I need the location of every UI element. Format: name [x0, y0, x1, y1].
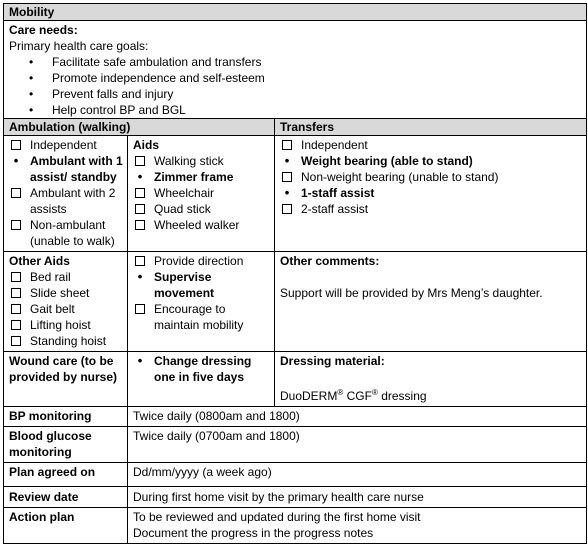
checklist-item-text: Quad stick: [154, 202, 211, 216]
checklist-item: [9, 137, 123, 153]
action-plan-value-cell: [128, 508, 587, 544]
checklist-item: [280, 153, 582, 169]
checklist-item-text: Wheelchair: [154, 186, 215, 200]
checklist-item-text: Walking stick: [154, 154, 224, 168]
checkbox-icon: [9, 285, 23, 302]
checklist-item-text: Independent: [30, 138, 97, 152]
other-comments-cell: [275, 252, 587, 352]
checklist-item-text: Wheeled walker: [154, 218, 240, 232]
checklist-item-text: 1-staff assist: [301, 186, 375, 200]
ambulation-options-cell: [4, 136, 128, 252]
action-plan-line: Document the progress in the progress notes: [133, 526, 374, 540]
checklist-item: [9, 217, 123, 249]
checklist-item-text: Zimmer frame: [154, 170, 234, 184]
blood-glucose-label: Blood glucose monitoring: [4, 427, 128, 463]
mobility-care-plan-table: [3, 3, 587, 544]
transfers-options-cell: [275, 136, 587, 252]
checklist-item: [9, 153, 123, 185]
checklist-item-text: Standing hoist: [30, 334, 107, 348]
bp-monitoring-label: BP monitoring: [4, 407, 128, 427]
checklist-item-text: Slide sheet: [30, 286, 90, 300]
checklist-item: [133, 185, 270, 201]
dressing-suffix: dressing: [381, 389, 427, 403]
checklist-item: [133, 269, 270, 301]
plan-agreed-value: Dd/mm/yyyy (a week ago): [128, 463, 587, 487]
checkbox-icon: [280, 201, 294, 218]
checklist-item: [133, 201, 270, 217]
other-aids-cell: [4, 252, 128, 352]
checklist-item: [9, 333, 123, 349]
care-goal-item: • Help control BP and BGL: [9, 102, 582, 118]
checkbox-icon: [9, 333, 23, 350]
checklist-item-text: Ambulant with 1 assist/ standby: [30, 154, 123, 184]
ambulation-header: Ambulation (walking): [4, 119, 275, 136]
review-date-value: During first home visit by the primary health care nurse: [128, 487, 587, 508]
dressing-label: Dressing material:: [280, 354, 385, 368]
checklist-item: [9, 269, 123, 285]
aids-label: Aids: [133, 138, 160, 152]
checklist-item-text: Provide direction: [154, 254, 244, 268]
bullet-icon: •: [137, 269, 143, 284]
ambulation-options-list: [9, 137, 123, 249]
checklist-item-text: Lifting hoist: [30, 318, 91, 332]
care-goals-list: [9, 54, 582, 118]
checklist-item: [9, 285, 123, 301]
checkbox-icon: [133, 253, 147, 270]
checklist-item: [133, 253, 270, 269]
checklist-item-text: Non-ambulant (unable to walk): [30, 218, 115, 248]
checklist-item: [133, 301, 270, 333]
checklist-item-text: Weight bearing (able to stand): [301, 154, 473, 168]
care-goal-item: • Facilitate safe ambulation and transfers: [9, 54, 582, 70]
bullet-icon: •: [137, 353, 143, 368]
checklist-item: [280, 185, 582, 201]
checkbox-icon: [9, 137, 23, 154]
checklist-item-text: 2-staff assist: [301, 202, 369, 216]
checklist-item: [9, 301, 123, 317]
wound-care-action-list: [133, 353, 270, 385]
checklist-item: [9, 317, 123, 333]
transfers-options-list: [280, 137, 582, 217]
checklist-item: [280, 137, 582, 153]
checkbox-icon: [133, 301, 147, 318]
bullet-icon: •: [284, 153, 290, 168]
wound-care-action-text: Change dressing one in five days: [154, 354, 252, 384]
action-plan-line: To be reviewed and updated during the first home visit: [133, 510, 421, 524]
action-plan-label: Action plan: [4, 508, 128, 544]
checklist-item: [280, 169, 582, 185]
other-comments-label: Other comments:: [280, 254, 380, 268]
care-goal-item: • Promote independence and self-esteem: [9, 70, 582, 86]
wound-care-action-cell: [128, 352, 275, 407]
checkbox-icon: [280, 169, 294, 186]
checklist-item-text: Non-weight bearing (unable to stand): [301, 170, 499, 184]
wound-care-action-item: [133, 353, 270, 385]
checkbox-icon: [133, 153, 147, 170]
other-comments-text: Support will be provided by Mrs Meng’s daughter.: [280, 286, 543, 300]
bullet-icon: •: [13, 153, 19, 168]
checklist-item: [280, 201, 582, 217]
other-aids-label: Other Aids: [9, 254, 70, 268]
checklist-item-text: Gait belt: [30, 302, 75, 316]
dressing-name-a: DuoDERM: [280, 389, 338, 403]
checklist-item: [133, 169, 270, 185]
blood-glucose-value: Twice daily (0700am and 1800): [128, 427, 587, 463]
checkbox-icon: [133, 185, 147, 202]
bullet-icon: •: [137, 169, 143, 184]
checkbox-icon: [9, 301, 23, 318]
dressing-material: [280, 385, 582, 404]
care-needs-label: Care needs:: [9, 23, 78, 37]
other-aids-direction-cell: [128, 252, 275, 352]
dressing-cell: [275, 352, 587, 407]
care-needs-cell: [4, 21, 587, 119]
checkbox-icon: [9, 317, 23, 334]
bp-monitoring-value: Twice daily (0800am and 1800): [128, 407, 587, 427]
checklist-item-text: Bed rail: [30, 270, 71, 284]
registered-mark: ®: [371, 388, 378, 397]
checkbox-icon: [280, 137, 294, 154]
registered-mark: ®: [337, 388, 344, 397]
care-needs-intro: Primary health care goals:: [9, 39, 149, 53]
checkbox-icon: [9, 185, 23, 202]
review-date-label: Review date: [4, 487, 128, 508]
dressing-name-b: CGF: [346, 389, 372, 403]
other-aids-list: [9, 269, 123, 349]
checkbox-icon: [9, 269, 23, 286]
checklist-item-text: Encourage to maintain mobility: [154, 302, 244, 332]
checklist-item: [133, 217, 270, 233]
wound-care-label: Wound care (to be provided by nurse): [4, 352, 128, 407]
checkbox-icon: [133, 201, 147, 218]
checkbox-icon: [9, 217, 23, 234]
other-aids-direction-list: [133, 253, 270, 333]
ambulation-aids-list: [133, 153, 270, 233]
checklist-item: [133, 153, 270, 169]
ambulation-aids-cell: [128, 136, 275, 252]
checklist-item: [9, 185, 123, 217]
care-goal-item: • Prevent falls and injury: [9, 86, 582, 102]
checkbox-icon: [133, 217, 147, 234]
checklist-item-text: Ambulant with 2 assists: [30, 186, 116, 216]
section-title: Mobility: [4, 4, 587, 21]
transfers-header: Transfers: [275, 119, 587, 136]
bullet-icon: •: [284, 185, 290, 200]
checklist-item-text: Supervise movement: [154, 270, 215, 300]
checklist-item-text: Independent: [301, 138, 368, 152]
plan-agreed-label: Plan agreed on: [4, 463, 128, 487]
